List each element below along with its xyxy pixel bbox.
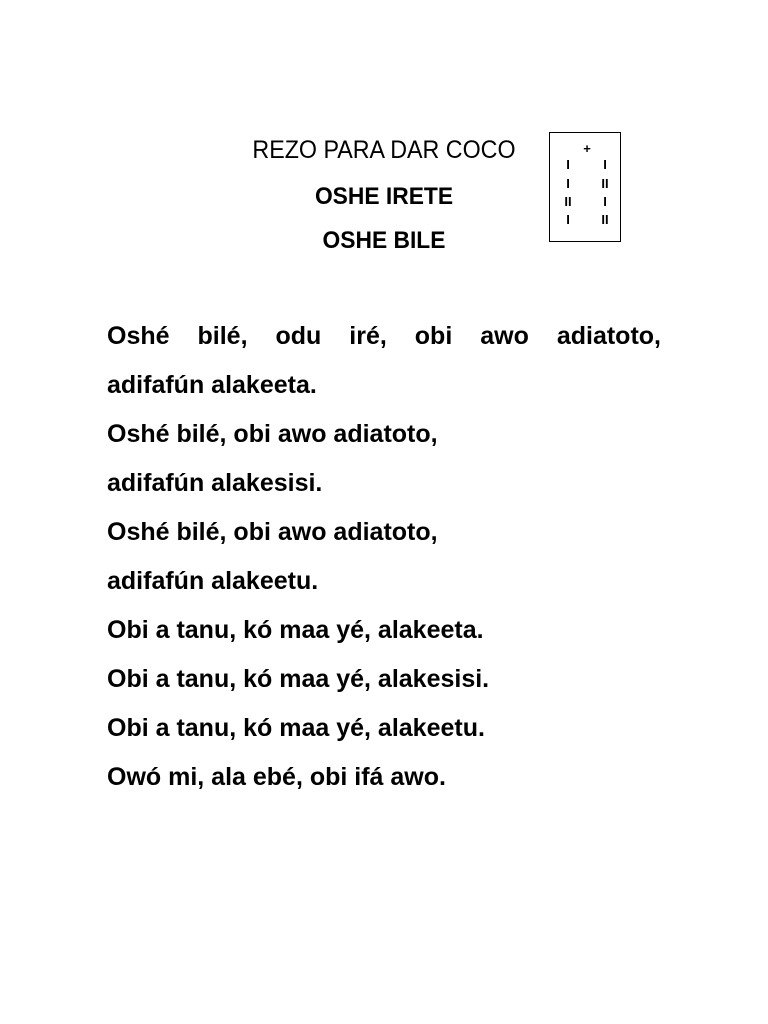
odu-left-mark-2: I [566, 176, 570, 191]
odu-name-bile: OSHE BILE [322, 227, 446, 254]
document-title: REZO PARA DAR COCO [252, 136, 516, 164]
verse-line: Oshé bilé, obi awo adiatoto, [107, 518, 438, 546]
odu-top-mark: + [583, 141, 591, 156]
odu-sign-figure [550, 133, 622, 243]
verse-line: Oshé bilé, obi awo adiatoto, [107, 420, 438, 448]
odu-left-mark-1: I [566, 157, 570, 172]
odu-left-mark-3: II [564, 194, 572, 209]
verse-line: Oshé bilé, odu iré, obi awo adiatoto, [107, 322, 661, 350]
verse-line: adifafún alakeetu. [107, 567, 319, 595]
verse-line: Owó mi, ala ebé, obi ifá awo. [107, 763, 446, 791]
verse-line: adifafún alakesisi. [107, 469, 323, 497]
odu-sign-box [549, 132, 621, 242]
odu-right-mark-4: II [601, 212, 609, 227]
odu-right-mark-2: II [601, 176, 609, 191]
odu-left-mark-4: I [566, 212, 570, 227]
odu-name-irete: OSHE IRETE [314, 183, 454, 210]
prayer-verse [107, 318, 661, 808]
verse-line: Obi a tanu, kó maa yé, alakesisi. [107, 665, 490, 693]
odu-right-mark-1: I [603, 157, 607, 172]
odu-right-mark-3: I [603, 194, 607, 209]
verse-line: Obi a tanu, kó maa yé, alakeeta. [107, 616, 484, 644]
verse-line: adifafún alakeeta. [107, 371, 317, 399]
verse-line: Obi a tanu, kó maa yé, alakeetu. [107, 714, 485, 742]
